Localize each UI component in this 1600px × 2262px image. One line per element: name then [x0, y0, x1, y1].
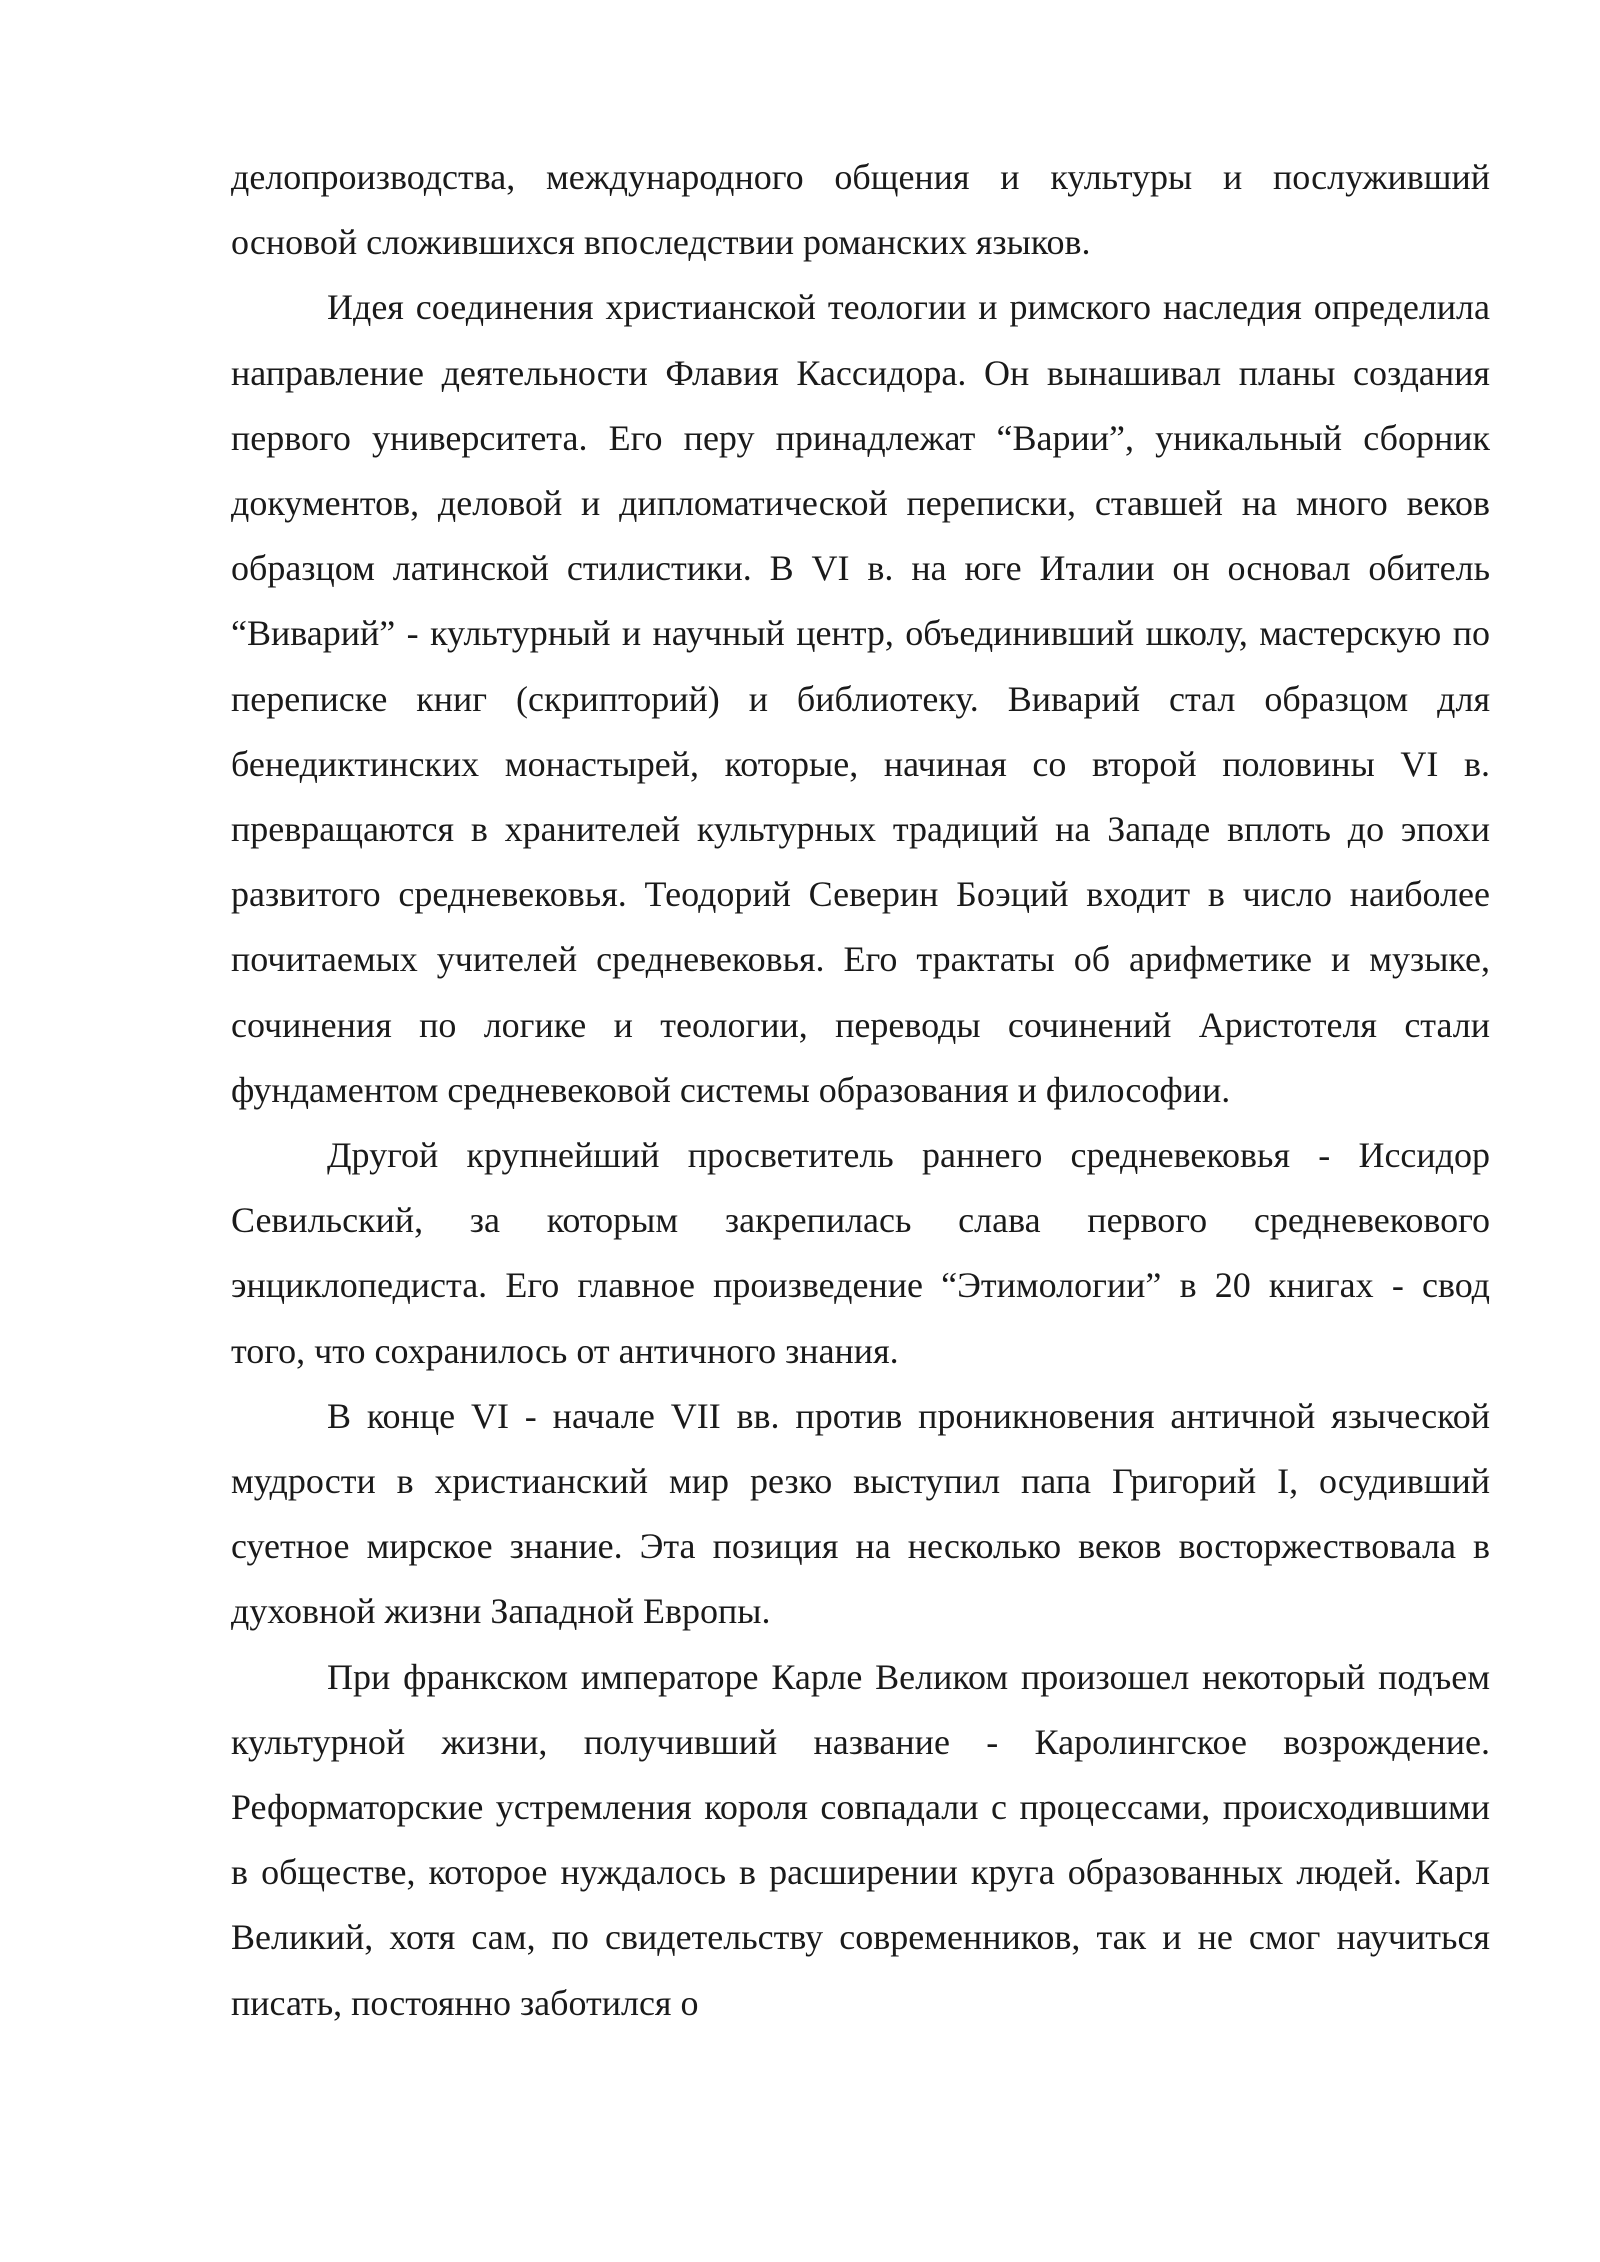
paragraph-continuation: делопроизводства, международного общения и культуры и послуживший основой сложившихся впоследствии романских языков.	[231, 157, 1490, 263]
paragraph-gregory: В конце VI - начале VII вв. против проникновения античной языческой мудрости в христианский мир резко выступил папа Григорий I, осудивший суетное мирское знание. Эта позиция на несколько веков восторжествовала в духовной жизни Западной Европы.	[231, 1395, 1490, 1632]
paragraph-charlemagne: При франкском императоре Карле Великом произошел некоторый подъем культурной жизни, получивший название - Каролингское возрождение. Реформаторские устремления короля совпадали с процессами, происходившими в обществе, которое нуждалось в расширении круга образованных людей. Карл Великий, хотя сам, по свидетельству современников, так и не смог научиться писать, постоянно заботился о	[231, 1656, 1490, 2023]
paragraph-isidore: Другой крупнейший просветитель раннего средневековья - Иссидор Севильский, за которым закрепилась слава первого средневекового энциклопедиста. Его главное произведение “Этимологии” в 20 книгах - свод того, что сохранилось от античного знания.	[231, 1135, 1490, 1371]
document-page	[231, 145, 1490, 2036]
paragraph-cassiodorus: Идея соединения христианской теологии и римского наследия определила направление деятельности Флавия Кассидора. Он вынашивал планы создания первого университета. Его перу принадлежат “Варии”, уникальный сборник документов, деловой и дипломатической переписки, ставшей на много веков образцом латинской стилистики. В VI в. на юге Италии он основал обитель “Виварий” - культурный и научный центр, объединивший школу, мастерскую по переписке книг (скрипторий) и библиотеку. Виварий стал образцом для бенедиктинских монастырей, которые, начиная со второй половины VI в. превращаются в хранителей культурных традиций на Западе вплоть до эпохи развитого средневековья. Теодорий Северин Боэций входит в число наиболее почитаемых учителей средневековья. Его трактаты об арифметике и музыке, сочинения по логике и теологии, переводы сочинений Аристотеля стали фундаментом средневековой системы образования и философии.	[231, 287, 1490, 1110]
